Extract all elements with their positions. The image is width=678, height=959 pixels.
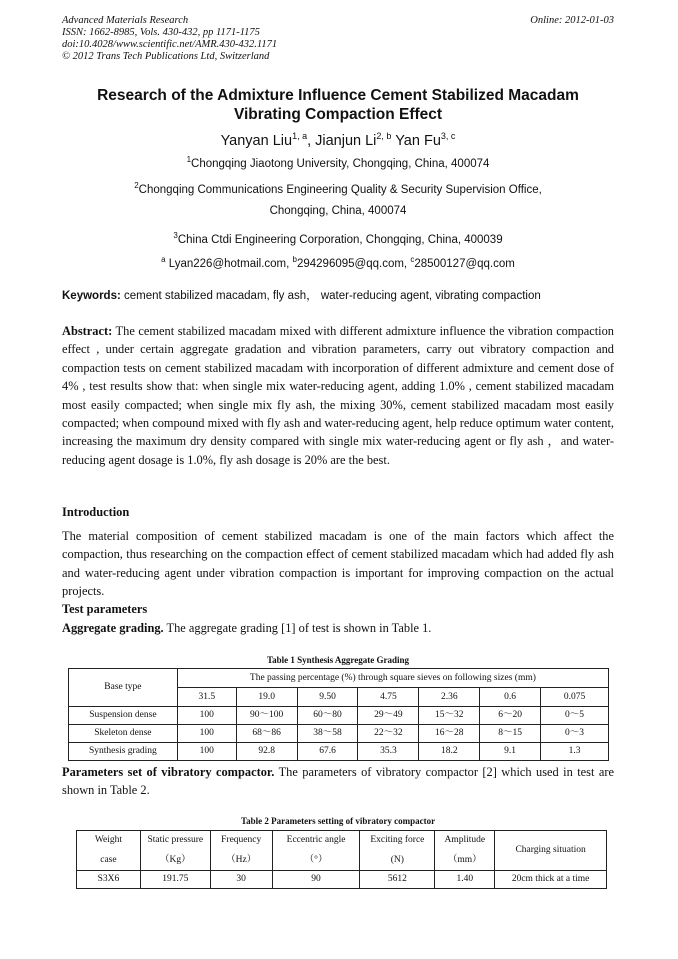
table-1-cell: 0～5 xyxy=(541,707,609,725)
author-list xyxy=(62,127,614,150)
email-a-sup: a xyxy=(161,255,166,264)
table-1-caption: Table 1 Synthesis Aggregate Grading xyxy=(266,655,410,665)
table-1-cell: 8～15 xyxy=(480,725,541,743)
email-a: Lyan226@hotmail.com, xyxy=(165,258,293,270)
table-2-header-static-pressure: Static pressure xyxy=(140,831,210,851)
table-2-header-static-pressure-unit: （Kg） xyxy=(140,851,210,871)
table-1-cell: 16～28 xyxy=(419,725,480,743)
table-2-header-weight-2: case xyxy=(77,851,141,871)
table-1-cell: 90～100 xyxy=(236,707,297,725)
table-1-row-suspension xyxy=(69,707,609,725)
test-parameters-heading: Test parameters xyxy=(62,602,148,616)
table-1-cell: 1.3 xyxy=(541,743,609,761)
email-b-sup: b xyxy=(292,255,297,264)
table-2-header-eccentric-angle-unit: （°） xyxy=(272,851,360,871)
table-2-header-eccentric-angle: Eccentric angle xyxy=(272,831,360,851)
table-2-cell: 191.75 xyxy=(140,871,210,889)
author-sep-1: , xyxy=(307,133,316,149)
table-2 xyxy=(76,830,607,889)
journal-header xyxy=(62,15,614,63)
keywords-label: Keywords: xyxy=(62,290,121,302)
table-1-cell: 15～32 xyxy=(419,707,480,725)
table-2-cell: 5612 xyxy=(360,871,435,889)
table-1-cell: 35.3 xyxy=(358,743,419,761)
author-2: Jianjun Li xyxy=(315,133,377,149)
table-1-cell: 92.8 xyxy=(236,743,297,761)
table-2-cell: 90 xyxy=(272,871,360,889)
aggregate-grading-para xyxy=(62,619,614,637)
affiliation-1-sup: 1 xyxy=(186,155,192,164)
table-1-cell: 67.6 xyxy=(297,743,358,761)
table-1-span-header: The passing percentage (%) through square sieves on following sizes (mm) xyxy=(177,669,608,688)
title-line-2: Vibrating Compaction Effect xyxy=(233,106,443,123)
table-2-cell: 30 xyxy=(210,871,272,889)
aggregate-grading-text: The aggregate grading [1] of test is shown in Table 1. xyxy=(163,621,432,635)
affiliation-1 xyxy=(62,153,614,171)
author-2-sup: 2, b xyxy=(376,131,392,141)
author-1: Yanyan Liu xyxy=(220,133,293,149)
compactor-params-para xyxy=(62,763,614,800)
email-b: 294296095@qq.com, xyxy=(296,258,411,270)
online-date: Online: 2012-01-03 xyxy=(530,15,614,26)
table-1-cell: 0～3 xyxy=(541,725,609,743)
table-2-cell: 20cm thick at a time xyxy=(495,871,607,889)
journal-name: Advanced Materials Research xyxy=(62,15,189,26)
table-2-header-amplitude: Amplitude xyxy=(435,831,495,851)
compactor-params-label: Parameters set of vibratory compactor. xyxy=(62,765,275,779)
abstract xyxy=(62,322,614,469)
table-1-cell: 100 xyxy=(177,725,236,743)
introduction-heading: Introduction xyxy=(62,505,130,519)
table-1-row-synthesis xyxy=(69,743,609,761)
email-line xyxy=(62,253,614,271)
affiliation-2-sup: 2 xyxy=(134,181,139,190)
table-1-cell: 68～86 xyxy=(236,725,297,743)
table-1-size: 9.50 xyxy=(297,688,358,707)
table-1-size: 2.36 xyxy=(419,688,480,707)
table-1-cell: 100 xyxy=(177,743,236,761)
table-2-cell: S3X6 xyxy=(77,871,141,889)
table-1-row-label: Skeleton dense xyxy=(69,725,178,743)
table-1-size: 4.75 xyxy=(358,688,419,707)
table-1-size: 19.0 xyxy=(236,688,297,707)
table-2-header-exciting-force-unit: (N) xyxy=(360,851,435,871)
affiliation-2 xyxy=(62,179,614,197)
table-1-row-skeleton xyxy=(69,725,609,743)
table-1-base-type-header: Base type xyxy=(69,669,178,707)
introduction-text: The material composition of cement stabilized macadam is one of the main factors which affect the compaction, thus researching on the compaction effect of cement stabilized macadam which had added fly ash and water-reducing agent under vibration compaction is important for improving compaction on the actual projects. xyxy=(62,529,614,599)
table-2-row xyxy=(77,871,607,889)
keywords xyxy=(62,289,614,303)
paper-title xyxy=(62,86,614,124)
table-2-header-amplitude-unit: （mm） xyxy=(435,851,495,871)
keywords-text: cement stabilized macadam, fly ash， water-reducing agent, vibrating compaction xyxy=(120,290,541,302)
journal-issn: ISSN: 1662-8985, Vols. 430-432, pp 1171-1175 xyxy=(62,27,260,38)
compactor-params-text: The parameters of vibratory compactor [2] which used in test are shown in Table 2. xyxy=(62,765,615,798)
abstract-text: The cement stabilized macadam mixed with different admixture influence the vibration compaction effect , under certain aggregate gradation and vibration parameters, carry out vibratory compaction and compaction tests on cement stabilized macadam with incorporation of different admixture and cement dose of 4% , test results show that: when single mix water-reducing agent, adding 1.0% , cement stabilized macadam most easily compacted; when single mix fly ash, the mixing 30%, cement stabilized macadam most easily compacted; when compound mixed with fly ash and water-reducing agent, help reduce optimum water content, increasing the maximum dry density compared with single mix water-reducing agent or fly ash ，and water-reducing agent dosage is 1.0%, fly ash dosage is 20% are the best. xyxy=(62,324,614,467)
table-2-header-frequency-unit: （Hz） xyxy=(210,851,272,871)
aggregate-grading-label: Aggregate grading. xyxy=(62,621,164,635)
table-1-cell: 18.2 xyxy=(419,743,480,761)
affiliation-1-text: Chongqing Jiaotong University, Chongqing, China, 400074 xyxy=(191,158,490,170)
abstract-label: Abstract: xyxy=(62,324,113,338)
affiliation-3-sup: 3 xyxy=(173,231,178,240)
table-2-caption: Table 2 Parameters setting of vibratory compactor xyxy=(240,816,436,826)
email-c-sup: c xyxy=(410,255,415,264)
table-2-cell: 1.40 xyxy=(435,871,495,889)
affiliation-2-cont: Chongqing, China, 400074 xyxy=(269,205,407,217)
table-1-size: 0.6 xyxy=(480,688,541,707)
table-1-cell: 60～80 xyxy=(297,707,358,725)
author-1-sup: 1, a xyxy=(292,131,308,141)
email-c: 28500127@qq.com xyxy=(414,258,515,270)
author-3-sup: 3, c xyxy=(440,131,456,141)
table-1-cell: 6～20 xyxy=(480,707,541,725)
table-2-header-frequency: Frequency xyxy=(210,831,272,851)
table-2-header-exciting-force: Exciting force xyxy=(360,831,435,851)
affiliation-3-text: China Ctdi Engineering Corporation, Chongqing, China, 400039 xyxy=(177,234,503,246)
table-2-header-charging: Charging situation xyxy=(495,831,607,871)
journal-doi: doi:10.4028/www.scientific.net/AMR.430-432.1171 xyxy=(62,39,278,50)
table-1-cell: 29～49 xyxy=(358,707,419,725)
table-1 xyxy=(68,668,609,761)
author-3: Yan Fu xyxy=(395,133,441,149)
table-1-size: 31.5 xyxy=(177,688,236,707)
title-line-1: Research of the Admixture Influence Cement Stabilized Macadam xyxy=(97,87,579,104)
table-2-header-weight: Weight xyxy=(77,831,141,851)
affiliation-3 xyxy=(62,229,614,247)
table-1-cell: 38～58 xyxy=(297,725,358,743)
table-1-cell: 9.1 xyxy=(480,743,541,761)
table-1-cell: 22～32 xyxy=(358,725,419,743)
table-1-row-label: Synthesis grading xyxy=(69,743,178,761)
affiliation-2-text: Chongqing Communications Engineering Quality & Security Supervision Office, xyxy=(138,184,542,196)
table-1-cell: 100 xyxy=(177,707,236,725)
journal-copyright: © 2012 Trans Tech Publications Ltd, Switzerland xyxy=(62,51,270,62)
table-1-size: 0.075 xyxy=(541,688,609,707)
table-1-row-label: Suspension dense xyxy=(69,707,178,725)
